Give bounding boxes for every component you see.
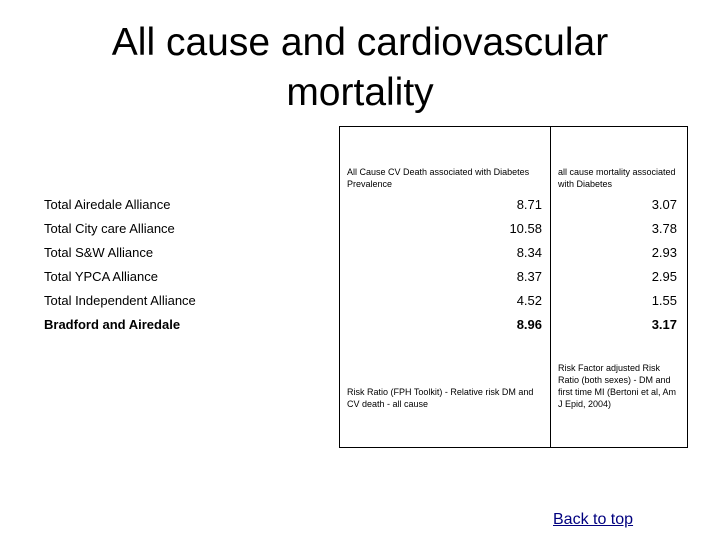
all-cause-value: 3.07 xyxy=(651,197,677,212)
column-header-cv-death: All Cause CV Death associated with Diabetes Prevalence xyxy=(347,167,530,189)
title-line-1: All cause and cardiovascular xyxy=(111,21,609,64)
row-label: Bradford and Airedale xyxy=(44,317,181,332)
all-cause-value: 3.78 xyxy=(651,221,677,236)
cv-death-value: 8.71 xyxy=(516,197,542,212)
cv-death-value: 8.34 xyxy=(516,245,542,260)
footnote-risk-factor: Risk Factor adjusted Risk Ratio (both sexes) - DM and first time MI (Bertoni et al, Am J Epid, 2004) xyxy=(558,363,677,409)
row-label: Total City care Alliance xyxy=(44,221,175,236)
cv-death-value: 10.58 xyxy=(509,221,542,236)
row-label: Total YPCA Alliance xyxy=(44,269,158,284)
cv-death-value: 8.37 xyxy=(516,269,542,284)
cv-death-value: 4.52 xyxy=(516,293,542,308)
all-cause-value: 2.95 xyxy=(651,269,677,284)
table-border-left xyxy=(339,126,340,448)
table-border-top xyxy=(339,126,688,127)
row-label: Total Airedale Alliance xyxy=(44,197,171,212)
all-cause-value: 3.17 xyxy=(651,317,677,332)
row-label: Total S&W Alliance xyxy=(44,245,154,260)
table-divider xyxy=(550,126,551,448)
title-line-2: mortality xyxy=(286,71,434,114)
table-border-right xyxy=(687,126,688,448)
footnote-risk-ratio: Risk Ratio (FPH Toolkit) - Relative risk DM and CV death - all cause xyxy=(347,387,534,409)
back-to-top-link[interactable]: Back to top xyxy=(553,511,634,528)
cv-death-value: 8.96 xyxy=(516,317,542,332)
all-cause-value: 1.55 xyxy=(651,293,677,308)
all-cause-value: 2.93 xyxy=(651,245,677,260)
row-label: Total Independent Alliance xyxy=(44,293,196,308)
page-title xyxy=(0,18,720,118)
table-border-bottom xyxy=(339,447,688,448)
column-header-all-cause: all cause mortality associated with Diabetes xyxy=(558,167,676,189)
